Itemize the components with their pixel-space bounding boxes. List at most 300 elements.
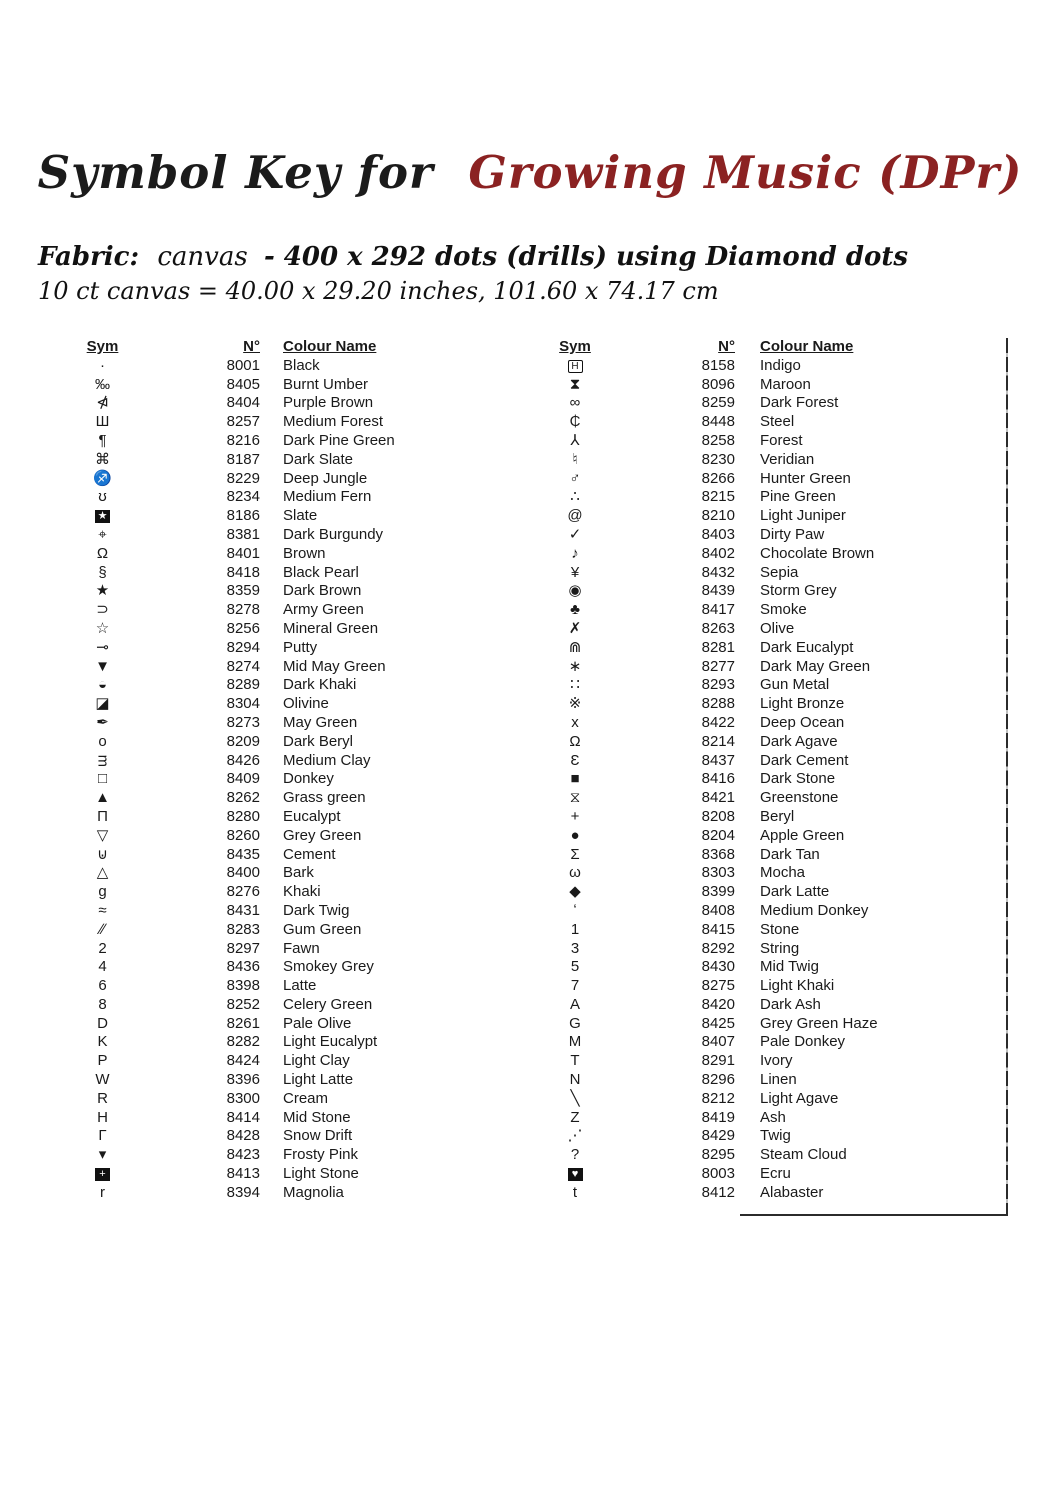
stitch-symbol: G (569, 1014, 581, 1032)
table-row (60, 733, 530, 752)
table-row (60, 1090, 530, 1109)
colour-name-cell: Light Juniper (760, 507, 846, 525)
table-row (540, 1033, 1007, 1052)
number-cell: 8293 (701, 676, 735, 694)
stitch-symbol: ≈ (98, 901, 107, 919)
number-cell: 8420 (701, 995, 735, 1013)
number-cell: 8186 (226, 507, 260, 525)
colour-name-cell: Dark Cement (760, 751, 849, 769)
table-header (60, 338, 530, 357)
stitch-symbol: Ω (569, 732, 581, 750)
symbol-cell (60, 958, 145, 977)
number-cell: 8234 (226, 488, 260, 506)
stitch-symbol: ¶ (98, 431, 107, 449)
number-cell: 8402 (701, 544, 735, 562)
number-cell: 8409 (226, 770, 260, 788)
stitch-symbol: ∷ (570, 676, 580, 694)
number-cell: 8401 (226, 544, 260, 562)
stitch-symbol: 4 (98, 958, 107, 976)
number-cell: 8281 (701, 638, 735, 656)
colour-name-cell: Olivine (283, 695, 329, 713)
symbol-cell (540, 1184, 610, 1203)
stitch-symbol: ▲ (95, 789, 110, 807)
stitch-symbol: 5 (570, 958, 580, 976)
number-cell: 8261 (226, 1014, 260, 1032)
symbol-cell (540, 1090, 610, 1109)
table-row (60, 526, 530, 545)
colour-name-cell: Dark Beryl (283, 732, 354, 750)
stitch-symbol: o (98, 732, 107, 750)
number-cell: 8208 (701, 807, 735, 825)
symbol-cell (540, 864, 610, 883)
table-row (60, 432, 530, 451)
colour-name-cell: Dark Khaki (283, 676, 357, 694)
colour-name-cell: Beryl (760, 807, 795, 825)
table-row (540, 883, 1007, 902)
stitch-symbol: ω (569, 864, 581, 882)
symbol-cell (540, 1015, 610, 1034)
stitch-symbol: ✗ (568, 619, 582, 637)
symbol-cell (540, 940, 610, 959)
table-row (540, 582, 1007, 601)
number-cell: 8408 (701, 901, 735, 919)
table-row (60, 582, 530, 601)
colour-name-cell: Black (283, 356, 320, 374)
number-cell: 8292 (701, 939, 735, 957)
title-pattern-name: Growing Music (DPr) (468, 146, 1023, 199)
number-cell: 8259 (701, 394, 735, 412)
stitch-symbol: □ (97, 770, 108, 788)
number-cell: 8439 (701, 582, 735, 600)
symbol-cell (60, 770, 145, 789)
stitch-symbol: Ш (95, 413, 110, 431)
symbol-cell (60, 413, 145, 432)
number-cell: 8422 (701, 713, 735, 731)
number-cell: 8001 (226, 356, 260, 374)
stitch-symbol: ⋪ (96, 394, 109, 412)
stitch-symbol: K (97, 1033, 108, 1051)
symbol-cell (540, 714, 610, 733)
stitch-symbol: ✓ (568, 525, 582, 543)
table-row (540, 1146, 1007, 1165)
table-row (60, 470, 530, 489)
table-row (540, 470, 1007, 489)
symbol-cell (60, 846, 145, 865)
symbol-cell (540, 1052, 610, 1071)
number-cell: 8359 (226, 582, 260, 600)
number-cell: 8428 (226, 1127, 260, 1145)
symbol-cell (540, 958, 610, 977)
number-cell: 8277 (701, 657, 735, 675)
header-colour-name: Colour Name (760, 338, 854, 355)
number-cell: 8426 (226, 751, 260, 769)
symbol-cell (540, 1127, 610, 1146)
stitch-symbol: ♐ (93, 469, 112, 487)
table-row (540, 394, 1007, 413)
table-row (60, 1165, 530, 1184)
colour-name-cell: Donkey (283, 770, 334, 788)
symbol-cell (60, 714, 145, 733)
table-row (540, 545, 1007, 564)
stitch-symbol: P (97, 1052, 108, 1070)
number-cell: 8429 (701, 1127, 735, 1145)
number-cell: 8303 (701, 864, 735, 882)
symbol-cell (60, 808, 145, 827)
number-cell: 8003 (701, 1165, 735, 1183)
table-left-rows (60, 357, 530, 1203)
symbol-cell (540, 470, 610, 489)
stitch-symbol: ∕∕ (99, 920, 105, 938)
colour-name-cell: Medium Fern (283, 488, 372, 506)
number-cell: 8215 (701, 488, 735, 506)
symbol-cell (540, 676, 610, 695)
number-cell: 8266 (701, 469, 735, 487)
number-cell: 8288 (701, 695, 735, 713)
number-cell: 8278 (226, 601, 260, 619)
table-row (540, 413, 1007, 432)
number-cell: 8158 (701, 356, 735, 374)
stitch-symbol: ◒ (97, 676, 108, 694)
table-row (60, 1015, 530, 1034)
colour-name-cell: Mineral Green (283, 619, 379, 637)
stitch-symbol: ⌘ (95, 450, 110, 468)
stitch-symbol: ♮ (572, 450, 578, 468)
table-row (60, 808, 530, 827)
table-row (60, 1109, 530, 1128)
symbol-cell (60, 357, 145, 376)
number-cell: 8282 (226, 1033, 260, 1051)
number-cell: 8187 (226, 450, 260, 468)
colour-name-cell: Dirty Paw (760, 525, 825, 543)
colour-name-cell: Hunter Green (760, 469, 851, 487)
number-cell: 8431 (226, 901, 260, 919)
table-row (60, 507, 530, 526)
colour-name-cell: Dark Agave (760, 732, 838, 750)
colour-name-cell: Dark Tan (760, 845, 820, 863)
colour-name-cell: Light Eucalypt (283, 1033, 378, 1051)
colour-name-cell: Alabaster (760, 1183, 824, 1201)
stitch-symbol: Γ (98, 1127, 107, 1145)
colour-name-cell: Grey Green Haze (760, 1014, 878, 1032)
number-cell: 8294 (226, 638, 260, 656)
table-row (60, 376, 530, 395)
colour-name-cell: Indigo (760, 356, 801, 374)
symbol-cell (60, 940, 145, 959)
colour-name-cell: Dark Latte (760, 883, 830, 901)
number-cell: 8295 (701, 1146, 735, 1164)
colour-name-cell: Deep Ocean (760, 713, 845, 731)
number-cell: 8296 (701, 1071, 735, 1089)
number-cell: 8304 (226, 695, 260, 713)
table-row (540, 357, 1007, 376)
table-row (60, 658, 530, 677)
symbol-cell (60, 470, 145, 489)
symbol-cell (60, 921, 145, 940)
stitch-symbol: ⧗ (569, 375, 581, 393)
symbol-cell (540, 770, 610, 789)
fabric-material: canvas (157, 242, 248, 272)
stitch-symbol: H (97, 1108, 108, 1126)
symbol-cell (540, 808, 610, 827)
stitch-symbol: ∞ (569, 394, 581, 412)
number-cell: 8407 (701, 1033, 735, 1051)
header-number: N° (718, 338, 735, 355)
stitch-symbol: A (569, 995, 580, 1013)
colour-name-cell: Ivory (760, 1052, 793, 1070)
symbol-cell (60, 488, 145, 507)
symbol-cell (60, 545, 145, 564)
colour-name-cell: Storm Grey (760, 582, 837, 600)
fabric-label: Fabric: (38, 242, 140, 272)
number-cell: 8300 (226, 1089, 260, 1107)
number-cell: 8289 (226, 676, 260, 694)
header-colour-name: Colour Name (283, 338, 377, 355)
symbol-cell (540, 582, 610, 601)
table-row (540, 940, 1007, 959)
symbol-cell (540, 1146, 610, 1165)
table-row (60, 883, 530, 902)
colour-name-cell: Mid Stone (283, 1108, 351, 1126)
stitch-symbol: ‰ (95, 375, 110, 393)
number-cell: 8212 (701, 1089, 735, 1107)
stitch-symbol: Z (570, 1108, 580, 1126)
stitch-symbol: ◉ (568, 582, 582, 600)
stitch-symbol: R (97, 1089, 108, 1107)
table-row (60, 676, 530, 695)
colour-name-cell: Celery Green (283, 995, 373, 1013)
stitch-symbol: Σ (570, 845, 580, 863)
stitch-symbol: W (95, 1071, 110, 1089)
symbol-cell (540, 394, 610, 413)
symbol-cell (60, 752, 145, 771)
symbol-cell (60, 451, 145, 470)
colour-name-cell: Dark Stone (760, 770, 836, 788)
symbol-cell (60, 1015, 145, 1034)
symbol-cell (60, 1184, 145, 1203)
number-cell: 8437 (701, 751, 735, 769)
symbol-cell (540, 977, 610, 996)
stitch-symbol: 8 (98, 995, 107, 1013)
symbol-table-left (60, 338, 530, 1203)
symbol-cell (60, 1033, 145, 1052)
colour-name-cell: Gum Green (283, 920, 362, 938)
colour-name-cell: Olive (760, 619, 795, 637)
number-cell: 8404 (226, 394, 260, 412)
number-cell: 8258 (701, 431, 735, 449)
header-sym: Sym (559, 338, 591, 355)
table-row (540, 733, 1007, 752)
number-cell: 8276 (226, 883, 260, 901)
stitch-symbol: Π (97, 807, 108, 825)
stitch-symbol: ⊸ (96, 638, 109, 656)
colour-name-cell: Cement (283, 845, 336, 863)
colour-name-cell: Bark (283, 864, 314, 882)
number-cell: 8448 (701, 413, 735, 431)
table-row (540, 789, 1007, 808)
symbol-table-right (540, 338, 1007, 1203)
number-cell: 8418 (226, 563, 260, 581)
colour-name-cell: Forest (760, 431, 803, 449)
stitch-symbol: + (95, 1168, 110, 1181)
table-row (60, 488, 530, 507)
symbol-cell (540, 620, 610, 639)
number-cell: 8230 (701, 450, 735, 468)
table-right-rows (540, 357, 1007, 1203)
table-row (540, 507, 1007, 526)
table-row (540, 620, 1007, 639)
symbol-cell (60, 902, 145, 921)
table-row (60, 902, 530, 921)
symbol-cell (540, 413, 610, 432)
colour-name-cell: Stone (760, 920, 800, 938)
symbol-cell (540, 789, 610, 808)
number-cell: 8216 (226, 431, 260, 449)
symbol-cell (540, 658, 610, 677)
stitch-symbol: ♣ (570, 601, 580, 619)
number-cell: 8256 (226, 619, 260, 637)
symbol-cell (60, 639, 145, 658)
stitch-symbol: ▽ (96, 826, 109, 844)
colour-name-cell: Mocha (760, 864, 806, 882)
table-row (60, 789, 530, 808)
number-cell: 8421 (701, 789, 735, 807)
number-cell: 8412 (701, 1183, 735, 1201)
stitch-symbol: ⋒ (568, 638, 582, 656)
table-row (540, 996, 1007, 1015)
number-cell: 8394 (226, 1183, 260, 1201)
colour-name-cell: Smokey Grey (283, 958, 374, 976)
table-row (60, 413, 530, 432)
stitch-symbol: ⊃ (96, 601, 109, 619)
colour-name-cell: Burnt Umber (283, 375, 369, 393)
number-cell: 8432 (701, 563, 735, 581)
colour-name-cell: Purple Brown (283, 394, 374, 412)
table-right-border-line (1006, 338, 1008, 1216)
colour-name-cell: Light Bronze (760, 695, 845, 713)
number-cell: 8260 (226, 826, 260, 844)
table-row (60, 1052, 530, 1071)
number-cell: 8396 (226, 1071, 260, 1089)
table-row (60, 394, 530, 413)
symbol-cell (540, 846, 610, 865)
symbol-cell (540, 507, 610, 526)
stitch-symbol: r (100, 1183, 105, 1201)
stitch-symbol: M (568, 1033, 582, 1051)
symbol-cell (60, 789, 145, 808)
number-cell: 8257 (226, 413, 260, 431)
fabric-info (38, 240, 1018, 308)
symbol-cell (540, 1071, 610, 1090)
symbol-cell (540, 526, 610, 545)
stitch-symbol: ╲ (570, 1089, 580, 1107)
colour-name-cell: Linen (760, 1071, 797, 1089)
symbol-cell (60, 827, 145, 846)
stitch-symbol: ▼ (95, 657, 110, 675)
symbol-cell (60, 376, 145, 395)
stitch-symbol: ⌖ (98, 525, 107, 543)
table-row (540, 977, 1007, 996)
table-row (540, 827, 1007, 846)
symbol-cell (60, 676, 145, 695)
stitch-symbol: 7 (570, 977, 580, 995)
table-row (540, 1109, 1007, 1128)
colour-name-cell: Grass green (283, 789, 366, 807)
stitch-symbol: t (572, 1183, 578, 1201)
symbol-cell (540, 1033, 610, 1052)
header-sym: Sym (86, 338, 119, 355)
number-cell: 8252 (226, 995, 260, 1013)
stitch-symbol: 2 (98, 939, 107, 957)
number-cell: 8280 (226, 807, 260, 825)
colour-name-cell: Black Pearl (283, 563, 359, 581)
symbol-cell (540, 488, 610, 507)
table-row (540, 601, 1007, 620)
colour-name-cell: Gun Metal (760, 676, 830, 694)
table-row (540, 752, 1007, 771)
stitch-symbol: ✒ (96, 713, 109, 731)
table-row (60, 958, 530, 977)
stitch-symbol: ★ (95, 582, 110, 600)
stitch-symbol: x (571, 713, 579, 731)
symbol-cell (540, 601, 610, 620)
colour-name-cell: Cream (283, 1089, 329, 1107)
number-cell: 8416 (701, 770, 735, 788)
table-row (540, 564, 1007, 583)
table-row (60, 921, 530, 940)
stitch-symbol: ☆ (95, 619, 110, 637)
colour-name-cell: Chocolate Brown (760, 544, 875, 562)
table-row (540, 1184, 1007, 1203)
symbol-cell (540, 902, 610, 921)
stitch-symbol: ⅄ (570, 431, 580, 449)
stitch-symbol: ♪ (571, 544, 579, 562)
number-cell: 8381 (226, 525, 260, 543)
number-cell: 8263 (701, 619, 735, 637)
table-row (60, 620, 530, 639)
symbol-cell (540, 733, 610, 752)
fabric-size-line: 10 ct canvas = 40.00 x 29.20 inches, 101.60 x 74.17 cm (38, 277, 719, 305)
colour-name-cell: Army Green (283, 601, 364, 619)
stitch-symbol: ∴ (570, 488, 580, 506)
colour-name-cell: Steam Cloud (760, 1146, 847, 1164)
symbol-cell (60, 394, 145, 413)
colour-name-cell: Smoke (760, 601, 807, 619)
symbol-cell (60, 1109, 145, 1128)
colour-name-cell: Ecru (760, 1165, 791, 1183)
stitch-symbol: ʻ (573, 901, 577, 919)
stitch-symbol: @ (567, 507, 583, 525)
symbol-cell (540, 545, 610, 564)
stitch-symbol: ★ (95, 510, 110, 523)
table-row (540, 432, 1007, 451)
table-row (60, 1127, 530, 1146)
stitch-symbol: ♥ (568, 1168, 583, 1181)
symbol-cell (540, 921, 610, 940)
colour-name-cell: Eucalypt (283, 807, 341, 825)
number-cell: 8417 (701, 601, 735, 619)
symbol-cell (540, 827, 610, 846)
colour-name-cell: Medium Donkey (760, 901, 869, 919)
colour-name-cell: Fawn (283, 939, 320, 957)
stitch-symbol: ᴟ (98, 751, 107, 769)
symbol-cell (60, 658, 145, 677)
symbol-cell (60, 1127, 145, 1146)
table-row (540, 714, 1007, 733)
number-cell: 8291 (701, 1052, 735, 1070)
table-row (60, 752, 530, 771)
colour-name-cell: Dark Slate (283, 450, 354, 468)
stitch-symbol: ⊍ (97, 845, 108, 863)
